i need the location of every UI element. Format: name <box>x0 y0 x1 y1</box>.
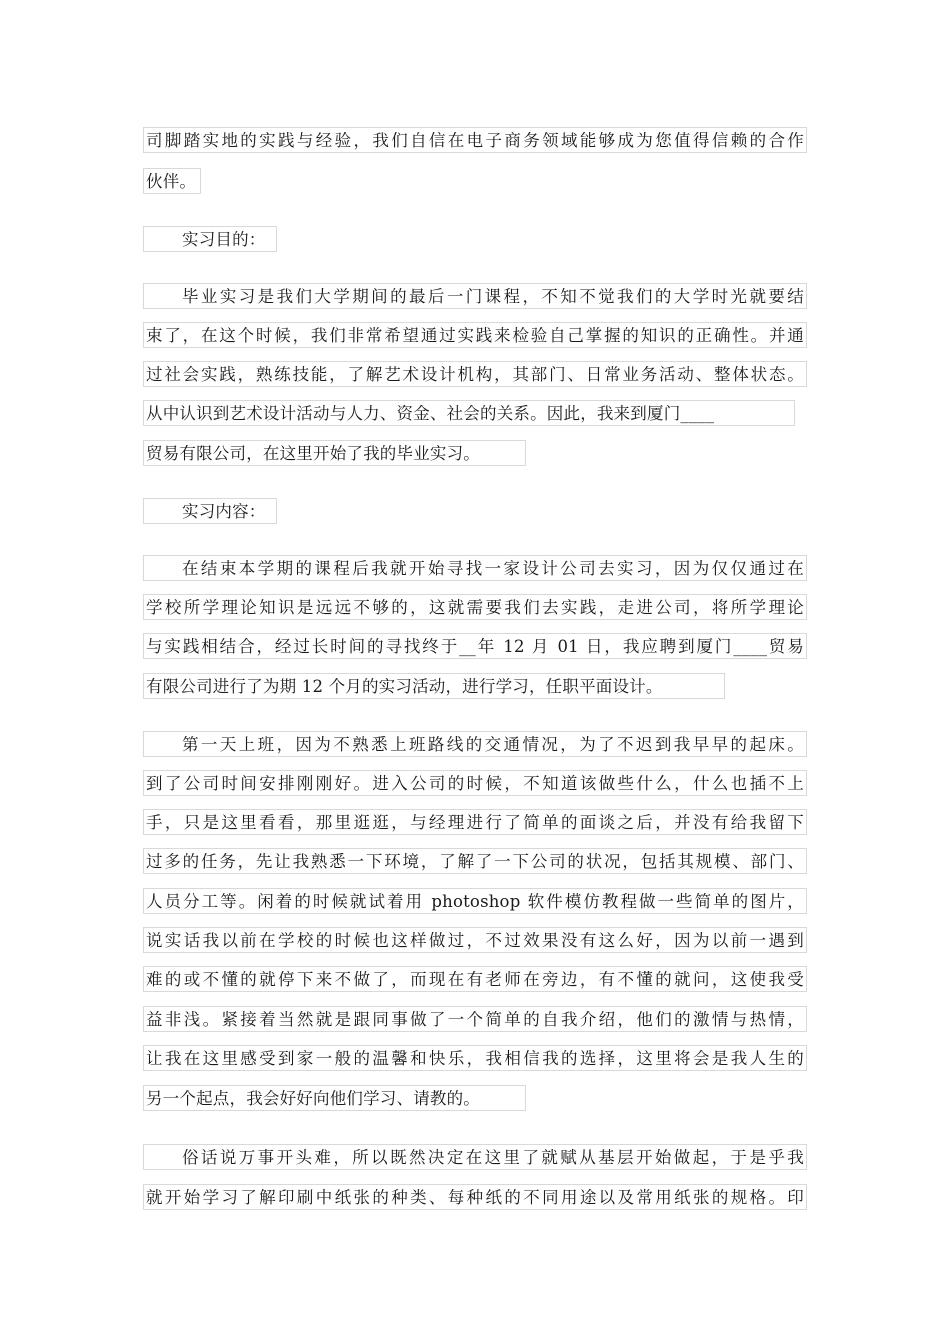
paragraph-line: 过社会实践，熟练技能，了解艺术设计机构，其部门、日常业务活动、整体状态。 <box>143 361 807 387</box>
paragraph-line: 过多的任务，先让我熟悉一下环境，了解了一下公司的状况，包括其规模、部门、 <box>143 848 807 874</box>
paragraph-line: 第一天上班，因为不熟悉上班路线的交通情况，为了不迟到我早早的起床。 <box>143 731 807 757</box>
paragraph-line: 难的或不懂的就停下来不做了，而现在有老师在旁边，有不懂的就问，这使我受 <box>143 966 807 992</box>
paragraph-line: 学校所学理论知识是远远不够的，这就需要我们去实践，走进公司，将所学理论 <box>143 594 807 620</box>
paragraph-line: 束了，在这个时候，我们非常希望通过实践来检验自己掌握的知识的正确性。并通 <box>143 322 807 348</box>
paragraph-line: 另一个起点，我会好好向他们学习、请教的。 <box>143 1085 526 1111</box>
paragraph-line: 与实践相结合，经过长时间的寻找终于__年 12 月 01 日，我应聘到厦门____贸易 <box>143 633 807 659</box>
section-heading: 实习目的： <box>143 226 277 252</box>
paragraph-line: 伙伴。 <box>143 168 201 194</box>
paragraph-line: 在结束本学期的课程后我就开始寻找一家设计公司去实习，因为仅仅通过在 <box>143 555 807 581</box>
paragraph-line: 说实话我以前在学校的时候也这样做过，不过效果没有这么好，因为以前一遇到 <box>143 927 807 953</box>
paragraph-line: 有限公司进行了为期 12 个月的实习活动，进行学习，任职平面设计。 <box>143 673 725 699</box>
paragraph-line: 司脚踏实地的实践与经验，我们自信在电子商务领域能够成为您值得信赖的合作 <box>143 127 807 153</box>
section-heading: 实习内容： <box>143 498 277 524</box>
paragraph-line: 到了公司时间安排刚刚好。进入公司的时候，不知道该做些什么，什么也插不上 <box>143 770 807 796</box>
paragraph-line: 贸易有限公司，在这里开始了我的毕业实习。 <box>143 440 526 466</box>
paragraph-line: 人员分工等。闲着的时候就试着用 photoshop 软件模仿教程做一些简单的图片， <box>143 888 807 914</box>
paragraph-line: 手，只是这里看看，那里逛逛，与经理进行了简单的面谈之后，并没有给我留下 <box>143 809 807 835</box>
paragraph-line: 俗话说万事开头难，所以既然决定在这里了就赋从基层开始做起，于是乎我 <box>143 1144 807 1170</box>
paragraph-line: 益非浅。紧接着当然就是跟同事做了一个简单的自我介绍，他们的激情与热情， <box>143 1006 807 1032</box>
paragraph-line: 从中认识到艺术设计活动与人力、资金、社会的关系。因此，我来到厦门____ <box>143 400 795 426</box>
paragraph-line: 就开始学习了解印刷中纸张的种类、每种纸的不同用途以及常用纸张的规格。印 <box>143 1184 807 1210</box>
paragraph-line: 让我在这里感受到家一般的温馨和快乐，我相信我的选择，这里将会是我人生的 <box>143 1045 807 1071</box>
paragraph-line: 毕业实习是我们大学期间的最后一门课程，不知不觉我们的大学时光就要结 <box>143 283 807 309</box>
